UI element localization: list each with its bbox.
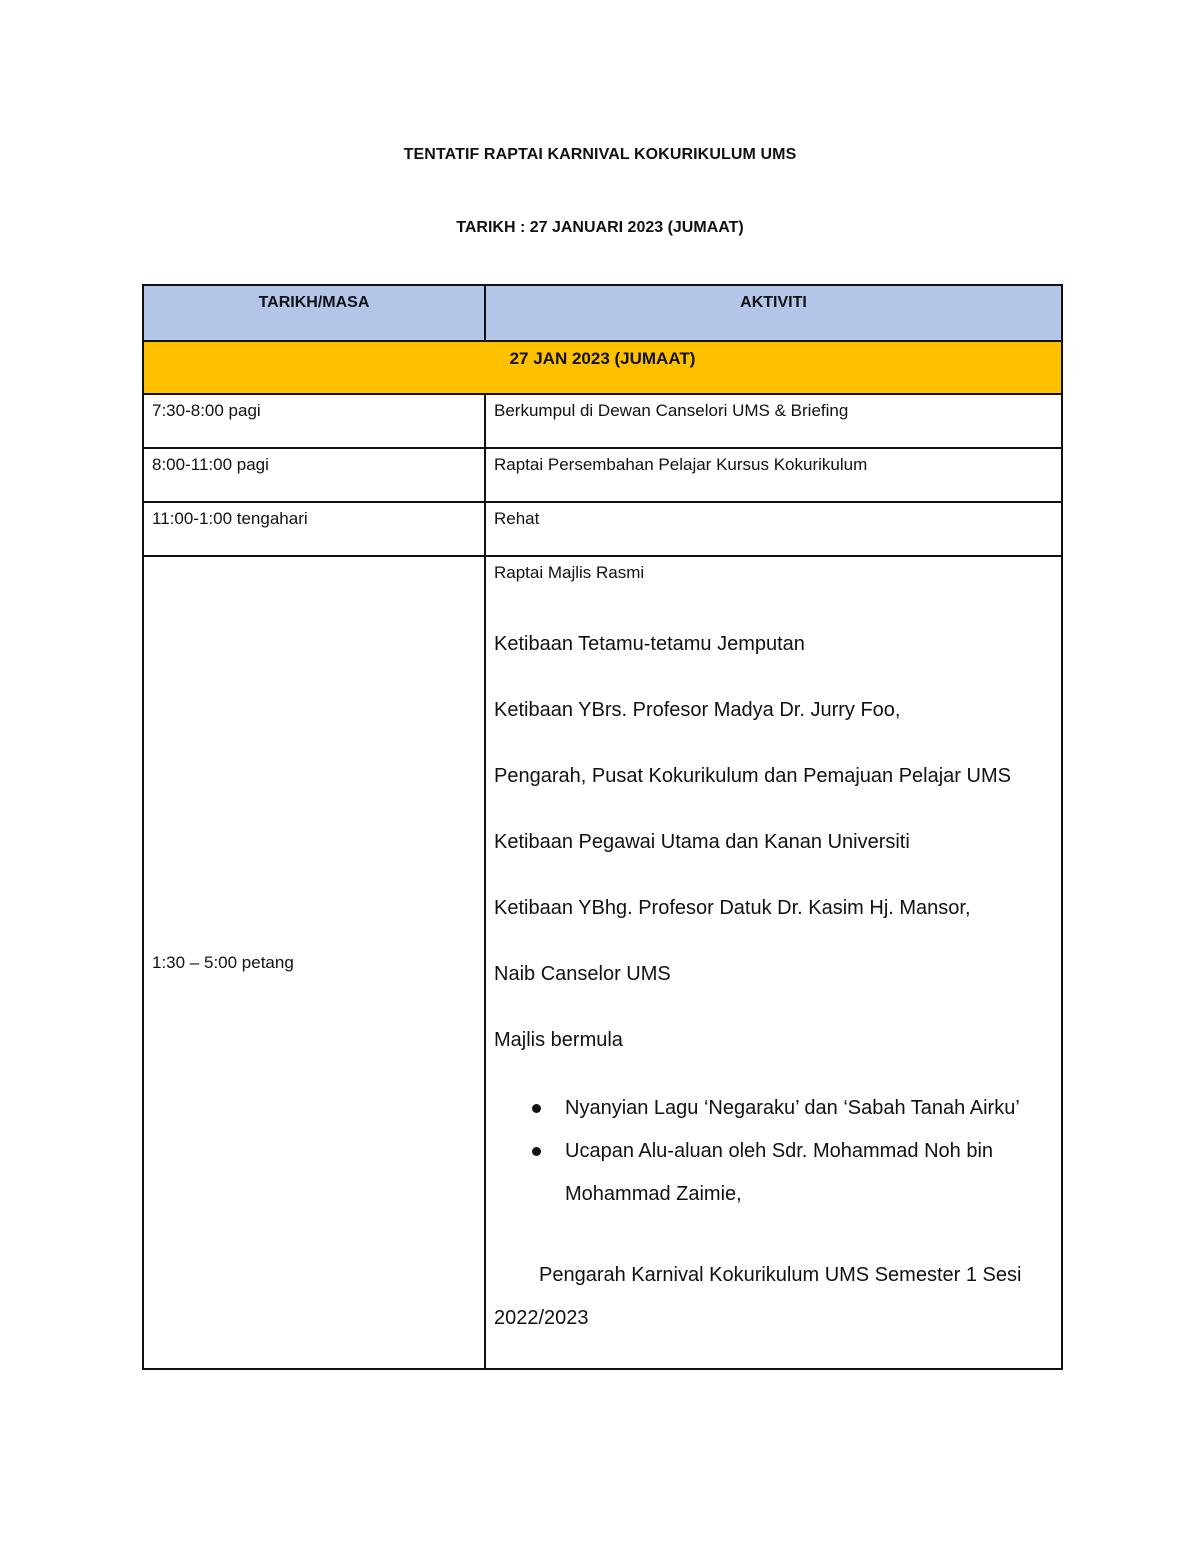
activity-line: Majlis bermula bbox=[494, 1029, 623, 1051]
closing-line: Pengarah Karnival Kokurikulum UMS Semester 1 Sesi 2022/2023 bbox=[494, 1264, 1022, 1329]
row-activity-text: Rehat bbox=[494, 509, 540, 528]
main-row-time-text: 1:30 – 5:00 petang bbox=[152, 952, 294, 972]
main-row-activity bbox=[485, 556, 1062, 1369]
row-activity-text: Raptai Persembahan Pelajar Kursus Kokurikulum bbox=[494, 455, 868, 474]
day-label-text: 27 JAN 2023 (JUMAAT) bbox=[509, 349, 696, 368]
row-activity bbox=[485, 448, 1062, 502]
page-date: TARIKH : 27 JANUARI 2023 (JUMAAT) bbox=[456, 219, 744, 236]
activity-line: Ketibaan YBrs. Profesor Madya Dr. Jurry Foo, bbox=[494, 699, 901, 721]
row-activity-text: Berkumpul di Dewan Canselori UMS & Briefing bbox=[494, 401, 849, 420]
activity-line: Naib Canselor UMS bbox=[494, 963, 671, 985]
bullet-list bbox=[494, 1087, 1061, 1216]
row-time bbox=[143, 502, 485, 556]
schedule-table bbox=[142, 284, 1063, 1370]
main-row-time bbox=[143, 556, 485, 1369]
header-activity bbox=[485, 285, 1062, 341]
activity-heading: Raptai Majlis Rasmi bbox=[494, 563, 645, 582]
list-item bbox=[494, 1087, 1061, 1130]
activity-line: Ketibaan Pegawai Utama dan Kanan Universiti bbox=[494, 831, 910, 853]
list-item bbox=[494, 1130, 1061, 1216]
bullet-icon bbox=[532, 1104, 541, 1113]
activity-line: Ketibaan Tetamu-tetamu Jemputan bbox=[494, 633, 805, 655]
activity-line: Ketibaan YBhg. Profesor Datuk Dr. Kasim Hj. Mansor, bbox=[494, 897, 971, 919]
row-activity bbox=[485, 502, 1062, 556]
day-row bbox=[143, 341, 1062, 394]
page-title: TENTATIF RAPTAI KARNIVAL KOKURIKULUM UMS bbox=[403, 146, 797, 163]
bullet-icon bbox=[532, 1147, 541, 1156]
table-row bbox=[143, 502, 1062, 556]
row-activity bbox=[485, 394, 1062, 448]
row-time-text: 11:00-1:00 tengahari bbox=[152, 509, 308, 528]
row-time bbox=[143, 394, 485, 448]
row-time-text: 8:00-11:00 pagi bbox=[152, 455, 269, 474]
day-label bbox=[143, 341, 1062, 394]
header-time bbox=[143, 285, 485, 341]
header-activity-label: AKTIVITI bbox=[740, 294, 807, 311]
table-row bbox=[143, 394, 1062, 448]
header-time-label: TARIKH/MASA bbox=[258, 294, 370, 311]
list-item-text: Nyanyian Lagu ‘Negaraku’ dan ‘Sabah Tanah Airku’ bbox=[565, 1097, 1020, 1119]
activity-line: Pengarah, Pusat Kokurikulum dan Pemajuan Pelajar UMS bbox=[494, 765, 1011, 787]
table-header-row bbox=[143, 285, 1062, 341]
row-time bbox=[143, 448, 485, 502]
table-row bbox=[143, 448, 1062, 502]
row-time-text: 7:30-8:00 pagi bbox=[152, 401, 261, 420]
main-ceremony-row bbox=[143, 556, 1062, 1369]
list-item-text: Ucapan Alu-aluan oleh Sdr. Mohammad Noh bin Mohammad Zaimie, bbox=[565, 1140, 994, 1205]
